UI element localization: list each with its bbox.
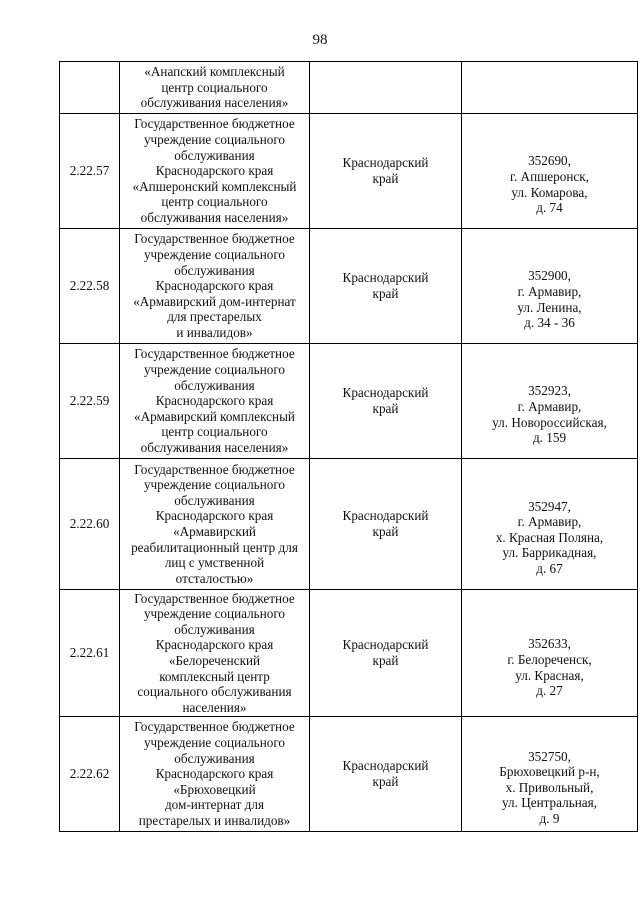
- name-line: Краснодарского края: [155, 637, 274, 653]
- name-line: дом-интернат для: [164, 797, 265, 813]
- address-cell: [462, 459, 638, 590]
- row-number-cell: 2.22.59: [60, 344, 120, 459]
- region-line: край: [372, 653, 399, 668]
- name-line: учреждение социального: [143, 362, 286, 378]
- address-line: ул. Красная,: [515, 667, 584, 683]
- address-line: г. Армавир,: [517, 514, 582, 530]
- address-line: д. 27: [536, 683, 563, 699]
- institution-name-cell: [120, 459, 310, 590]
- name-line: для престарелых: [167, 309, 262, 325]
- address-line: д. 74: [536, 200, 563, 216]
- name-line: «Армавирский: [173, 524, 256, 539]
- address-line: 352900,: [528, 268, 571, 284]
- table-row: [60, 229, 638, 344]
- name-line: обслуживания: [174, 750, 255, 766]
- table-row: [60, 590, 638, 717]
- name-line: отсталостью»: [175, 570, 254, 586]
- address-cell: [462, 590, 638, 717]
- name-line: «Анапский комплексный: [144, 64, 285, 80]
- name-line: центр социального: [161, 194, 268, 210]
- region-line: край: [372, 401, 399, 416]
- region-line: Краснодарский: [342, 758, 429, 774]
- address-cell: [462, 717, 638, 832]
- name-line: Государственное бюджетное: [134, 461, 295, 477]
- name-line: «Апшеронский комплексный: [132, 178, 297, 194]
- name-line: Краснодарского края: [155, 508, 274, 524]
- name-line: обслуживания населения»: [140, 439, 289, 455]
- institutions-table: [59, 61, 638, 832]
- name-line: учреждение социального: [143, 247, 286, 263]
- region-cell: [310, 114, 462, 229]
- address-cell: [462, 114, 638, 229]
- name-line: Краснодарского края: [155, 278, 274, 294]
- name-line: лиц с умственной: [164, 555, 265, 571]
- name-line: Государственное бюджетное: [134, 231, 295, 247]
- name-line: обслуживания: [174, 621, 255, 637]
- name-line: Краснодарского края: [155, 766, 274, 782]
- name-line: «Армавирский комплексный: [134, 408, 295, 424]
- table-row: [60, 114, 638, 229]
- region-cell: [310, 590, 462, 717]
- name-line: центр социального: [161, 424, 268, 440]
- name-line: обслуживания: [174, 492, 255, 508]
- table-row: [60, 62, 638, 114]
- row-number-cell: 2.22.57: [60, 114, 120, 229]
- address-line: х. Привольный,: [505, 779, 594, 795]
- name-line: Государственное бюджетное: [134, 346, 295, 362]
- address-line: Брюховецкий р-н,: [499, 764, 600, 780]
- address-line: 352633,: [528, 636, 571, 652]
- address-line: 352947,: [528, 498, 571, 514]
- table-row: [60, 717, 638, 832]
- name-line: и инвалидов»: [176, 324, 253, 340]
- institution-name-cell: [120, 590, 310, 717]
- name-line: реабилитационный центр для: [131, 539, 298, 555]
- region-line: край: [372, 774, 399, 789]
- region-line: Краснодарский: [342, 385, 429, 401]
- region-cell: [310, 717, 462, 832]
- region-line: Краснодарский: [342, 155, 429, 171]
- table-row: [60, 344, 638, 459]
- address-line: д. 34 - 36: [524, 315, 575, 331]
- name-line: престарелых и инвалидов»: [138, 812, 291, 828]
- address-line: г. Армавир,: [517, 398, 582, 414]
- address-line: г. Белореченск,: [507, 651, 592, 667]
- name-line: центр социального: [161, 79, 268, 95]
- address-line: д. 159: [532, 430, 567, 446]
- address-line: д. 67: [536, 560, 563, 576]
- region-cell: [310, 62, 462, 114]
- row-number-cell: [60, 62, 120, 114]
- institution-name-cell: [120, 344, 310, 459]
- region-cell: [310, 344, 462, 459]
- name-line: социального обслуживания: [137, 684, 292, 700]
- region-cell: [310, 459, 462, 590]
- name-line: Государственное бюджетное: [134, 590, 295, 606]
- row-number-cell: 2.22.62: [60, 717, 120, 832]
- name-line: обслуживания: [174, 262, 255, 278]
- name-line: Государственное бюджетное: [134, 719, 295, 735]
- address-line: д. 9: [539, 810, 560, 826]
- region-line: Краснодарский: [342, 508, 429, 524]
- institution-name-cell: [120, 717, 310, 832]
- address-cell: [462, 62, 638, 114]
- address-line: ул. Ленина,: [517, 299, 582, 315]
- name-line: учреждение социального: [143, 735, 286, 751]
- name-line: комплексный центр: [159, 668, 270, 684]
- address-line: 352690,: [528, 153, 571, 169]
- region-cell: [310, 229, 462, 344]
- name-line: «Белореченский: [168, 653, 261, 668]
- address-line: ул. Новороссийская,: [492, 414, 607, 430]
- name-line: обслуживания: [174, 377, 255, 393]
- region-line: край: [372, 171, 399, 186]
- institution-name-cell: [120, 114, 310, 229]
- table-row: [60, 459, 638, 590]
- name-line: учреждение социального: [143, 477, 286, 493]
- name-line: Краснодарского края: [155, 163, 274, 179]
- region-line: Краснодарский: [342, 637, 429, 653]
- address-cell: [462, 229, 638, 344]
- name-line: обслуживания населения»: [140, 209, 289, 225]
- name-line: населения»: [182, 699, 247, 715]
- name-line: Краснодарского края: [155, 393, 274, 409]
- address-line: 352923,: [528, 383, 571, 399]
- name-line: обслуживания: [174, 147, 255, 163]
- address-line: х. Красная Поляна,: [495, 529, 604, 545]
- row-number-cell: 2.22.61: [60, 590, 120, 717]
- address-line: ул. Комарова,: [511, 184, 588, 200]
- name-line: учреждение социального: [143, 132, 286, 148]
- table-body: [60, 62, 638, 832]
- name-line: «Армавирский дом-интернат: [133, 293, 296, 309]
- address-cell: [462, 344, 638, 459]
- page-number: 98: [312, 32, 328, 48]
- name-line: «Брюховецкий: [173, 781, 256, 797]
- address-line: г. Апшеронск,: [510, 168, 589, 184]
- name-line: Государственное бюджетное: [134, 116, 295, 132]
- region-line: Краснодарский: [342, 270, 429, 286]
- name-line: обслуживания населения»: [140, 95, 289, 111]
- address-line: 352750,: [528, 748, 571, 764]
- address-line: г. Армавир,: [517, 283, 582, 299]
- institution-name-cell: [120, 229, 310, 344]
- address-line: ул. Центральная,: [502, 795, 597, 811]
- region-line: край: [372, 286, 399, 301]
- row-number-cell: 2.22.60: [60, 459, 120, 590]
- row-number-cell: 2.22.58: [60, 229, 120, 344]
- region-line: край: [372, 524, 399, 539]
- name-line: учреждение социального: [143, 606, 286, 622]
- address-line: ул. Баррикадная,: [502, 545, 597, 561]
- institution-name-cell: [120, 62, 310, 114]
